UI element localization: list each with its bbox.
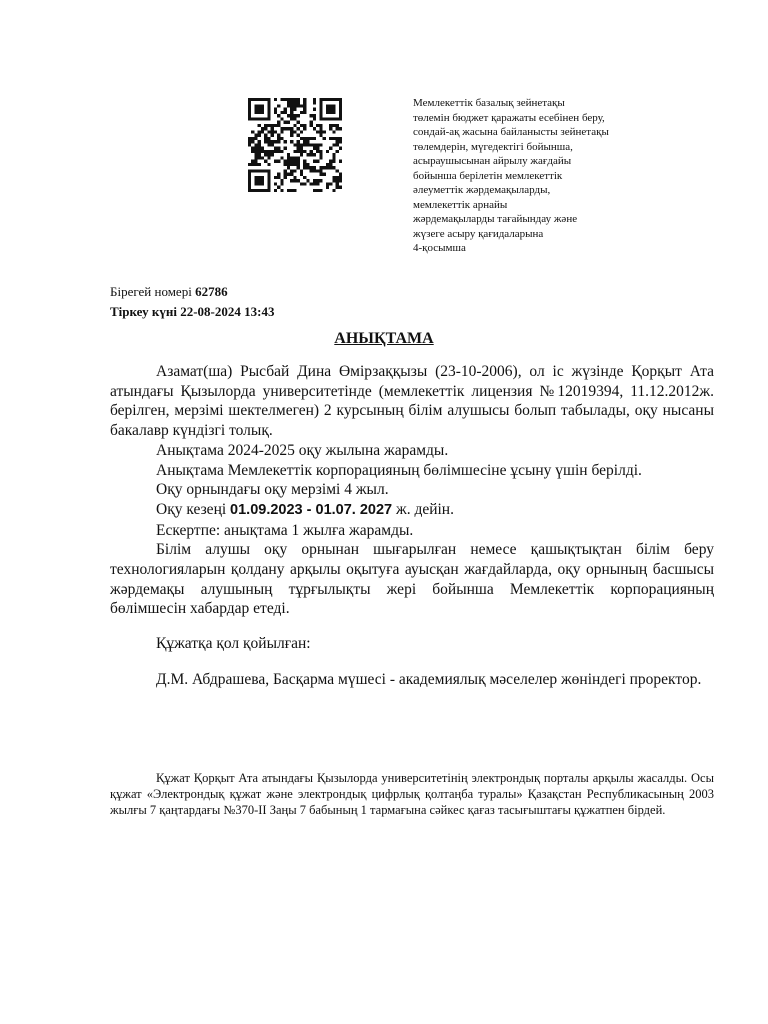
annex-line: Мемлекеттік базалық зейнетақы [413, 97, 565, 109]
annex-line: әлеуметтік жәрдемақыларды, [413, 184, 551, 196]
study-duration: Оқу орнындағы оқу мерзімі 4 жыл. [156, 481, 389, 499]
electronic-document-note [110, 770, 714, 818]
registration-info [110, 282, 274, 322]
unique-number-label: Бірегей номері [110, 284, 196, 299]
footer-text: Құжат Қорқыт Ата атындағы Қызылорда университетінің электрондық порталы арқылы жасалды. Осы құжат «Электрондық құжат және электрондық цифрлық қолтаңба туралы» Қазақстан Республикасының 2003 жылғы 7 қаңтардағы №370-II Заңы 7 бабының 1 тармағына сәйкес қағаз тасығыштағы құжатпен бірдей. [110, 771, 714, 817]
study-period-prefix: Оқу кезеңі [156, 500, 231, 518]
validity-note: Ескертпе: анықтама 1 жылға жарамды. [156, 521, 414, 539]
signed-label: Құжатқа қол қойылған: [156, 635, 311, 653]
annex-line: жәрдемақыларды тағайындау және [413, 213, 578, 225]
student-statement: Азамат(ша) Рысбай Дина Өмірзаққызы (23-10-2006), ол іс жүзінде Қорқыт Ата атындағы Қызылорда университетінде (мемлекеттік лицензия №12019394, 11.12.2012ж. берілген, мерзімі шектелмеген) 2 курсының білім алушысы болып табылады, оқу нысаны бакалавр күндізгі толық. [110, 363, 714, 440]
annex-line: төлемдерін, мүгедектігі бойынша, [413, 140, 573, 153]
unique-number-value: 62786 [195, 284, 228, 299]
notification-clause: Білім алушы оқу орнынан шығарылған немесе қашықтықтан білім беру технологияларын қолдану арқылы оқытуға ауысқан жағдайларда, оқу орнының басшысы жәрдемақы алушының тұрғылықты жері бойынша Мемлекеттік корпорацияның бөлімшесін хабардар етеді. [110, 541, 714, 618]
qr-code [246, 98, 344, 192]
annex-line: 4-қосымша [413, 242, 466, 254]
registration-date-text: Тіркеу күні 22-08-2024 13:43 [110, 304, 275, 319]
annex-note [413, 96, 673, 256]
document-title: АНЫҚТАМА [334, 330, 434, 347]
annex-line: жүзеге асыру қағидаларына [413, 227, 544, 240]
annex-line: бойынша берілетін мемлекеттік [413, 169, 563, 182]
purpose-statement: Анықтама Мемлекеттік корпорацияның бөлімшесіне ұсыну үшін берілді. [156, 461, 642, 479]
document-body [110, 362, 714, 690]
annex-line: төлемін бюджет қаражаты есебінен беру, [413, 111, 605, 124]
study-period-suffix: ж. дейін. [392, 500, 454, 518]
study-period-dates: 01.09.2023 - 01.07. 2027 [230, 501, 393, 518]
unique-number [110, 282, 274, 302]
study-period [110, 500, 714, 521]
annex-line: асыраушысынан айрылу жағдайы [413, 155, 572, 167]
validity-year: Анықтама 2024-2025 оқу жылына жарамды. [156, 441, 449, 459]
registration-date [110, 302, 274, 322]
annex-line: мемлекеттік арнайы [413, 198, 508, 211]
annex-line: сондай-ақ жасына байланысты зейнетақы [413, 126, 609, 138]
signer-name: Д.М. Абдрашева, Басқарма мүшесі - академиялық мәселелер жөніндегі проректор. [156, 670, 702, 688]
